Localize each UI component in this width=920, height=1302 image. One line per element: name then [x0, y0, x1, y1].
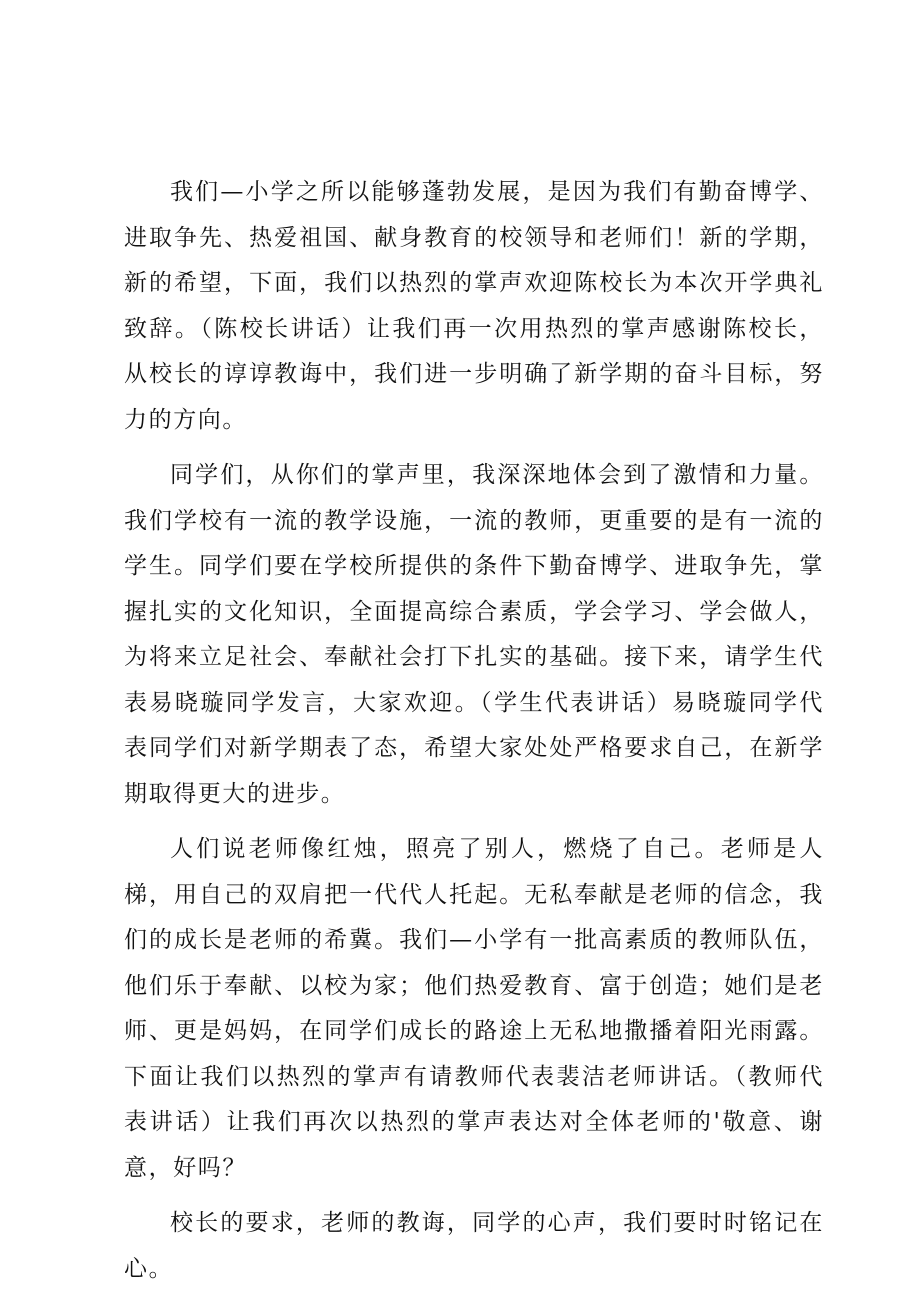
- paragraph-1: 我们—小学之所以能够蓬勃发展，是因为我们有勤奋博学、进取争先、热爱祖国、献身教育的校领导和老师们！新的学期，新的希望，下面，我们以热烈的掌声欢迎陈校长为本次开学典礼致辞。（陈校长讲话）让我们再一次用热烈的掌声感谢陈校长，从校长的谆谆教诲中，我们进一步明确了新学期的奋斗目标，努力的方向。: [124, 179, 824, 433]
- paragraph-2: 同学们，从你们的掌声里，我深深地体会到了激情和力量。我们学校有一流的教学设施，一流的教师，更重要的是有一流的学生。同学们要在学校所提供的条件下勤奋博学、进取争先，掌握扎实的文化知识，全面提高综合素质，学会学习、学会做人，为将来立足社会、奉献社会打下扎实的基础。接下来，请学生代表易晓璇同学发言，大家欢迎。（学生代表讲话）易晓璇同学代表同学们对新学期表了态，希望大家处处严格要求自己，在新学期取得更大的进步。: [124, 462, 824, 807]
- paragraph-3: 人们说老师像红烛，照亮了别人，燃烧了自己。老师是人梯，用自己的双肩把一代代人托起。无私奉献是老师的信念，我们的成长是老师的希冀。我们—小学有一批高素质的教师队伍，他们乐于奉献、以校为家；他们热爱教育、富于创造；她们是老师、更是妈妈，在同学们成长的路途上无私地撒播着阳光雨露。下面让我们以热烈的掌声有请教师代表裴洁老师讲话。（教师代表讲话）让我们再次以热烈的掌声表达对全体老师的'敬意、谢意，好吗？: [124, 836, 824, 1181]
- document-body: [124, 170, 824, 1302]
- paragraph-4: 校长的要求，老师的教诲，同学的心声，我们要时时铭记在心。: [124, 1210, 824, 1282]
